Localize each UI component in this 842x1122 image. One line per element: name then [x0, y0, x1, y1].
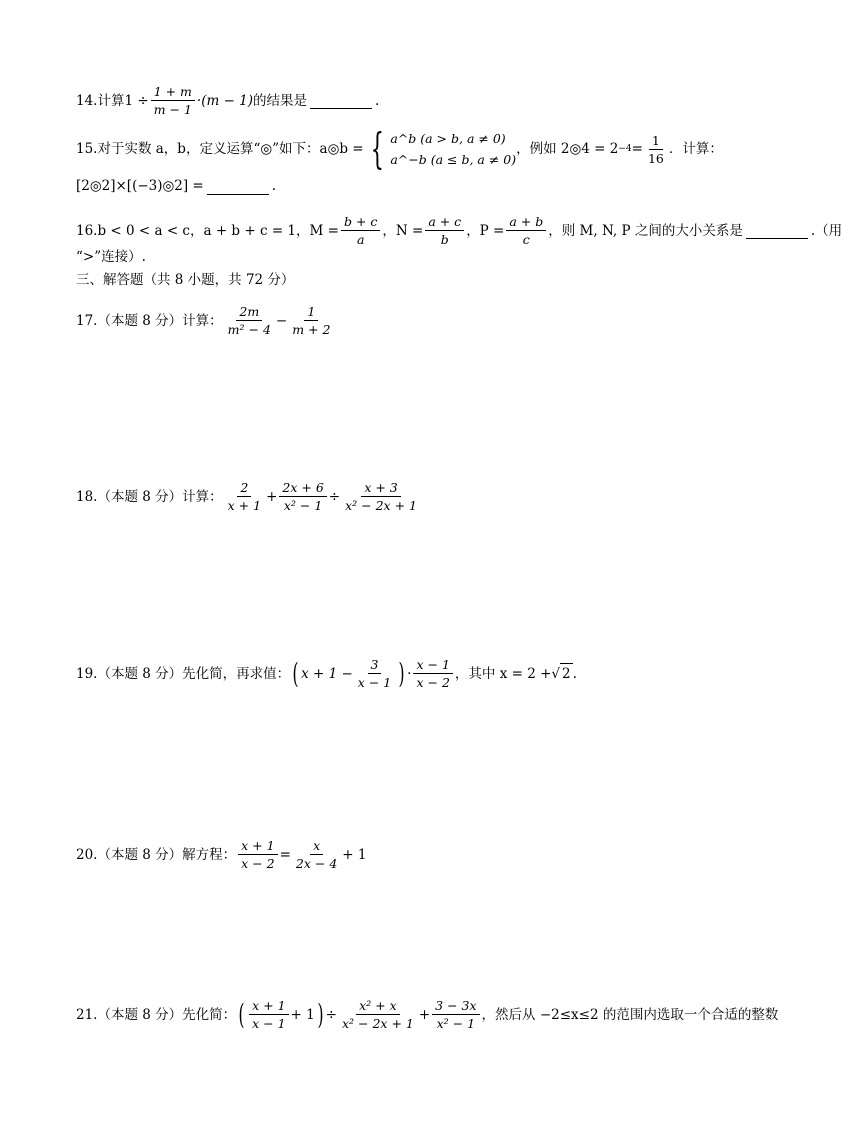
q14-tail: 的结果是	[253, 92, 308, 109]
q19-sqrt-radicand: 2	[560, 663, 573, 684]
q18-b-num: 2x + 6	[279, 480, 326, 497]
q21-a-num: x + 1	[249, 998, 288, 1015]
q16-text3: .（用	[810, 222, 842, 239]
q21-b-fraction	[339, 998, 417, 1031]
q16-line2: “>”连接）.	[76, 249, 146, 265]
q18-b-fraction	[279, 480, 326, 513]
q14-end: .	[375, 92, 380, 109]
q15-label: 15.对于实数 a，b，定义运算“◎”如下：a◎b =	[76, 141, 364, 157]
q19-label: 19.（本题 8 分）先化简，再求值：	[76, 665, 291, 682]
q14-pre: 1 ÷	[124, 92, 149, 109]
q21-op1: ÷	[325, 1006, 337, 1023]
q19-a-fraction	[355, 657, 394, 690]
q15-example-eq: =	[631, 141, 643, 157]
q14-post: ·(m − 1)	[196, 92, 254, 109]
q15-case2: a^−b (a ≤ b, a ≠ 0)	[390, 152, 517, 167]
q14-frac-den: m − 1	[153, 102, 192, 117]
q16-n-label: ，N =	[382, 222, 424, 239]
q20-b-fraction	[293, 838, 340, 871]
q15-ex-den: 16	[647, 150, 664, 166]
q14-fraction	[151, 84, 195, 117]
q15-brace: {	[370, 124, 384, 173]
q19-sqrt: √ 2	[551, 663, 572, 684]
q20-a-fraction	[238, 838, 277, 871]
q21-a-den: x − 1	[252, 1016, 286, 1031]
q21-left-paren: (	[238, 997, 245, 1031]
q15-ex-num: 1	[649, 133, 663, 150]
q17-b-num: 1	[304, 304, 318, 321]
q19-inner: x + 1 −	[301, 665, 353, 682]
q18-a-fraction	[225, 480, 264, 513]
q19-dot: ·	[407, 665, 412, 682]
question-18	[76, 480, 422, 513]
q18-op1: +	[266, 488, 278, 505]
q17-a-den: m² − 4	[227, 322, 271, 337]
q18-op2: ÷	[328, 488, 341, 505]
q15-case1: a^b (a > b, a ≠ 0)	[390, 131, 506, 146]
q20-label: 20.（本题 8 分）解方程：	[76, 846, 237, 863]
q21-c-den: x² − 1	[436, 1016, 476, 1031]
q17-op: −	[275, 312, 288, 329]
q16-n-den: b	[440, 232, 449, 247]
q21-tail: ，然后从 −2≤x≤2 的范围内选取一个合适的整数	[481, 1006, 779, 1023]
q15-tail: ．计算：	[668, 141, 723, 157]
q19-tail: ，其中 x = 2 +	[454, 665, 552, 682]
q16-p-fraction	[506, 214, 546, 247]
q16-text1: 16.b < 0 < a < c，a + b + c = 1，M =	[76, 222, 339, 239]
q14-frac-num: 1 + m	[151, 84, 195, 101]
q17-b-den: m + 2	[292, 322, 331, 337]
q16-p-num: a + b	[506, 214, 546, 231]
q20-tail: + 1	[342, 846, 367, 863]
q18-c-fraction	[342, 480, 420, 513]
q19-b-fraction	[413, 657, 452, 690]
q18-a-num: 2	[237, 480, 251, 497]
q15-line2: [2◎2]×[(−3)◎2] =	[76, 178, 204, 194]
q20-eq: =	[279, 846, 291, 863]
q15-end: .	[271, 178, 277, 194]
q19-right-paren: )	[398, 656, 405, 690]
q21-a-fraction	[249, 998, 288, 1031]
q18-c-den: x² − 2x + 1	[345, 498, 417, 513]
section-3-title: 三、解答题（共 8 小题，共 72 分）	[76, 272, 295, 288]
q21-c-fraction	[432, 998, 479, 1031]
q21-b-den: x² − 2x + 1	[341, 1016, 414, 1031]
question-21	[76, 998, 778, 1031]
q19-end: .	[572, 665, 577, 682]
question-16-line2	[76, 247, 146, 267]
q17-a-fraction	[225, 304, 274, 337]
q18-label: 18.（本题 8 分）计算：	[76, 488, 223, 505]
q16-p-label: ，P =	[466, 222, 505, 239]
q18-a-den: x + 1	[227, 498, 262, 513]
q17-b-fraction	[289, 304, 333, 337]
q18-b-den: x² − 1	[283, 498, 323, 513]
q21-label: 21.（本题 8 分）先化简：	[76, 1006, 237, 1023]
q16-m-den: a	[356, 232, 365, 247]
q21-right-paren: )	[317, 997, 324, 1031]
q18-c-num: x + 3	[361, 480, 400, 497]
q15-example: ，例如 2◎4 = 2	[516, 141, 619, 157]
q16-m-num: b + c	[341, 214, 380, 231]
q20-b-den: 2x − 4	[295, 856, 338, 871]
q16-m-fraction	[341, 214, 380, 247]
q16-answer-blank	[746, 222, 808, 239]
q21-c-num: 3 − 3x	[432, 998, 479, 1015]
q21-op2: +	[418, 1006, 431, 1023]
q16-text2: ，则 M, N, P 之间的大小关系是	[548, 222, 743, 239]
q15-answer-blank	[207, 178, 269, 195]
q17-a-num: 2m	[236, 304, 262, 321]
question-15: 15.对于实数 a，b，定义运算“◎”如下：a◎b = { a^b (a > b, a ≠ 0) a^−b (a ≤ b, a ≠ 0) ，例如 2◎4 = 2 −4 = $\frac{1}{16}$ ．计算：	[76, 124, 723, 173]
question-14	[76, 84, 379, 117]
q17-label: 17.（本题 8 分）计算：	[76, 312, 223, 329]
q20-b-num: x	[310, 838, 323, 855]
q21-b-num: x² + x	[356, 998, 400, 1015]
q20-a-den: x − 2	[241, 856, 275, 871]
q19-a-num: 3	[368, 657, 382, 674]
question-20	[76, 838, 367, 871]
q16-n-fraction	[425, 214, 464, 247]
q14-answer-blank	[310, 92, 372, 109]
q16-n-num: a + c	[425, 214, 464, 231]
q19-b-num: x − 1	[413, 657, 452, 674]
section-3-heading	[76, 270, 294, 290]
q21-plus1: + 1	[290, 1006, 315, 1023]
q19-a-den: x − 1	[357, 675, 392, 690]
question-17	[76, 304, 335, 337]
q15-example-fraction	[645, 133, 667, 166]
question-16	[76, 214, 842, 247]
q19-left-paren: (	[292, 656, 299, 690]
q15-cases	[390, 128, 516, 170]
q20-a-num: x + 1	[238, 838, 277, 855]
question-15-line2	[76, 176, 276, 196]
q16-p-den: c	[522, 232, 530, 247]
question-19	[76, 657, 577, 690]
q14-label: 14.计算	[76, 92, 125, 109]
q19-b-den: x − 2	[416, 675, 450, 690]
